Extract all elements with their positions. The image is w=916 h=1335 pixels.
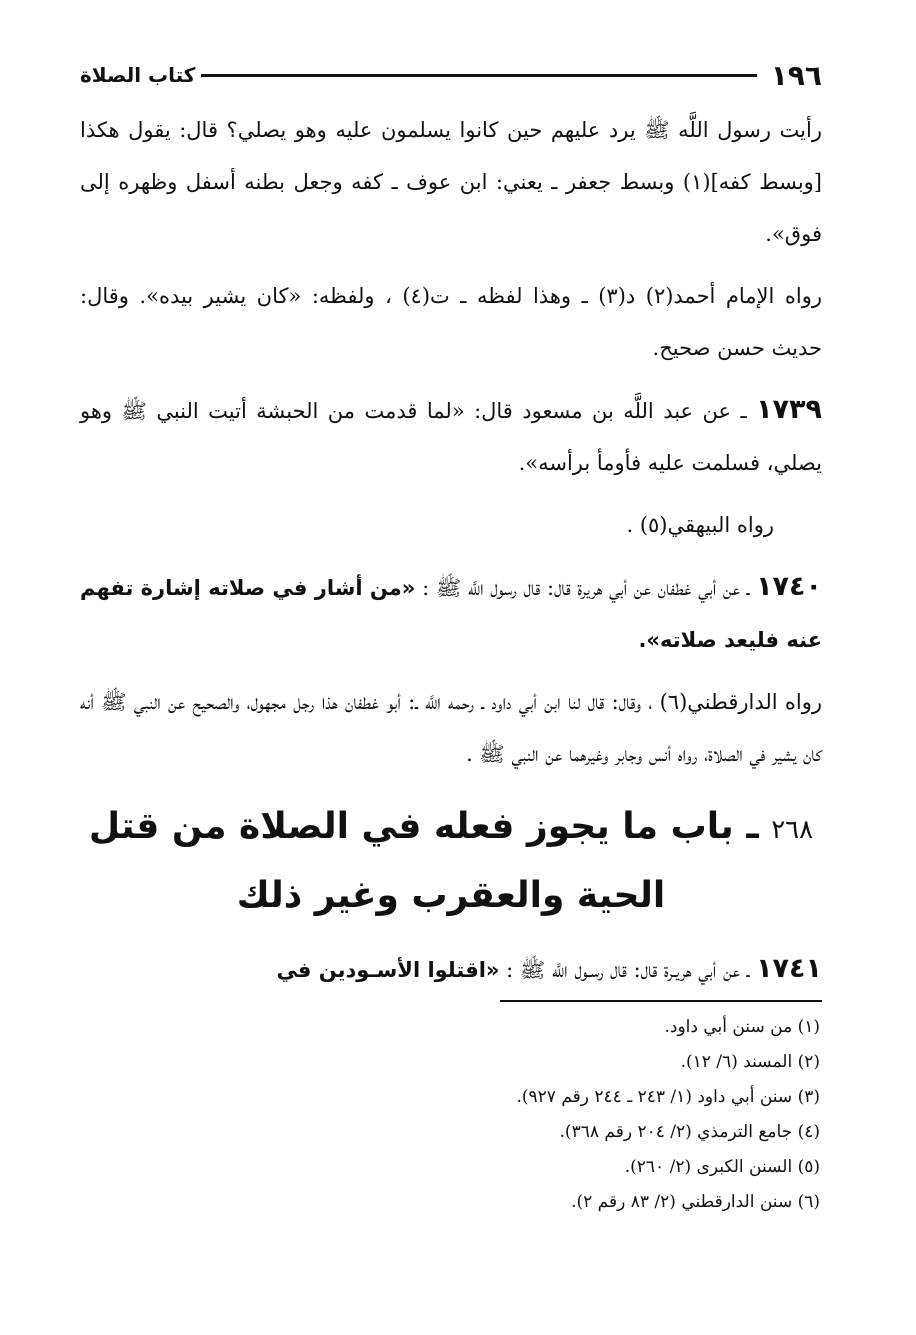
chapter-title: ـ باب ما يجوز فعله في الصلاة من قتل الحية والعقرب وغير ذلك	[88, 806, 772, 916]
hadith-text: ـ عن أبي غطفان عن أبي هريرة قال: قال رسول اللَّه ﷺ :	[415, 576, 757, 600]
chapter-number: ٢٦٨	[771, 815, 814, 845]
book-page	[80, 52, 822, 1220]
footnotes	[80, 1010, 822, 1220]
paragraph: رواه الإمام أحمد(٢) د(٣) ـ وهذا لفظه ـ ت(٤) ، ولفظه: «كان يشير بيده». وقال: حديث حسن صحيح.	[80, 284, 822, 360]
header-rule	[201, 74, 756, 77]
hadith-number: ١٧٤١	[756, 953, 822, 984]
chapter-heading	[80, 794, 822, 929]
running-header	[80, 52, 822, 98]
footnote: (٤) جامع الترمذي (٢/ ٢٠٤ رقم ٣٦٨).	[559, 1122, 820, 1142]
footnote: (٥) السنن الكبرى (٢/ ٢٦٠).	[624, 1157, 820, 1177]
hadith-text: ـ عن عبد اللَّه بن مسعود قال: «لما قدمت من الحبشة أتيت النبي ﷺ وهو يصلي، فسلمت عليه فأومأ برأسه».	[80, 399, 822, 475]
footnote: (٦) سنن الدارقطني (٢/ ٨٣ رقم ٢).	[571, 1192, 820, 1212]
hadith-number: ١٧٣٩	[756, 394, 822, 425]
hadith-1740	[80, 561, 822, 666]
page-number: ١٩٦	[770, 58, 822, 92]
main-text	[80, 104, 822, 996]
hadith-source: رواه الدارقطني(٦) ، وقال: قال لنا ابن أبي داود ـ رحمه اللَّه ـ: أبو غطفان هذا رجل مجهول، والصحيح عن النبي ﷺ أنه كان يشير في الصلاة، رواه أنس وجابر وغيرهما عن النبي ﷺ .	[80, 690, 823, 766]
hadith-1739	[80, 384, 822, 489]
hadith-1741	[80, 943, 822, 996]
paragraph: رأيت رسول اللَّه ﷺ يرد عليهم حين كانوا يسلمون عليه وهو يصلي؟ قال: يقول هكذا [وبسط كفه](١) وبسط جعفر ـ يعني: ابن عوف ـ كفه وجعل بطنه أسفل وظهره إلى فوق».	[80, 118, 822, 246]
book-title: كتاب الصلاة	[80, 63, 196, 87]
hadith-number: ١٧٤٠	[756, 571, 822, 602]
hadith-quote: «من أشار في صلاته إشارة تفهم عنه فليعد صلاته».	[80, 576, 822, 652]
hadith-text: ـ عن أبي هريـرة قال: قال رسـول اللَّه ﷺ :	[499, 958, 757, 982]
hadith-quote: «اقتلوا الأسـودين في	[276, 958, 500, 982]
hadith-source: رواه البيهقي(٥) .	[626, 513, 774, 537]
footnote-divider	[500, 1000, 822, 1002]
footnote: (٢) المسند (٦/ ١٢).	[680, 1052, 820, 1072]
footnote: (٣) سنن أبي داود (١/ ٢٤٣ ـ ٢٤٤ رقم ٩٢٧).	[516, 1087, 820, 1107]
footnote: (١) من سنن أبي داود.	[664, 1017, 820, 1037]
